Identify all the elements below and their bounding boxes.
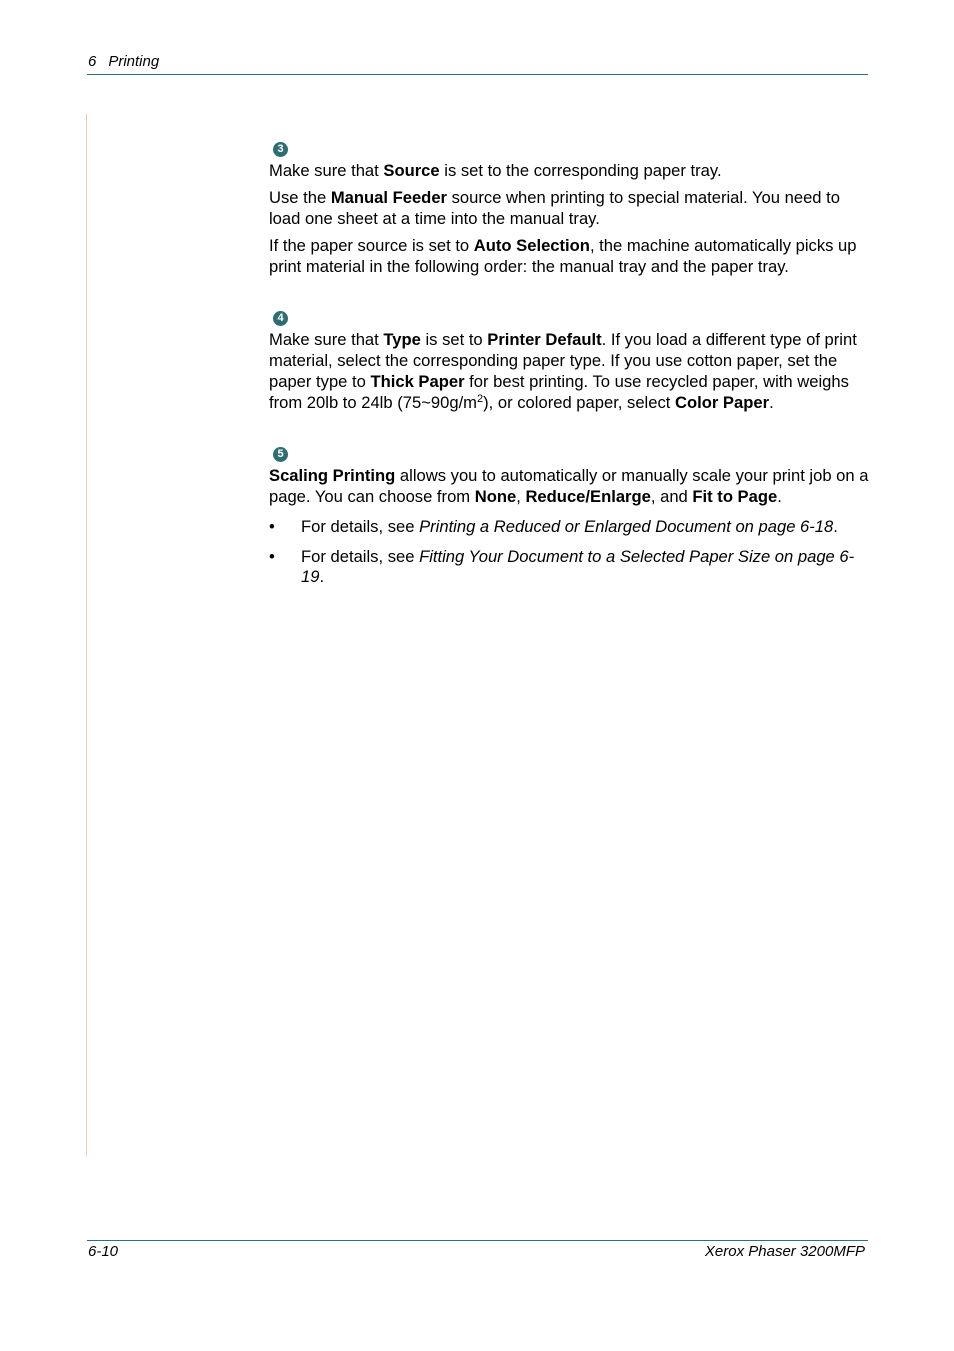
- chapter-title: Printing: [108, 53, 160, 70]
- cross-reference-link[interactable]: Fitting Your Document to a Selected Paper Size on page 6-19: [301, 547, 855, 586]
- step-3-badge-icon: 3: [273, 142, 288, 157]
- scaling-paragraph: Scaling Printing allows you to automatically or manually scale your print job on a page. You can choose from None, Reduce/Enlarge, and Fit to Page.: [269, 466, 869, 506]
- product-name: Xerox Phaser 3200MFP: [704, 1243, 865, 1260]
- main-content: [269, 136, 869, 615]
- chapter-number: 6: [88, 53, 97, 70]
- list-item: • For details, see Fitting Your Document to a Selected Paper Size on page 6-19.: [269, 547, 855, 586]
- step-5-section: [269, 441, 869, 587]
- step-5-badge-icon: 5: [273, 447, 288, 462]
- source-paragraph: Make sure that Source is set to the corresponding paper tray.: [269, 161, 722, 180]
- step-3-section: [269, 136, 869, 277]
- step-4-badge-icon: 4: [273, 311, 288, 326]
- details-list: [269, 517, 869, 587]
- type-paragraph: Make sure that Type is set to Printer Default. If you load a different type of print material, select the corresponding paper type. If you use cotton paper, set the paper type to Thick Paper for best printing. To use recycled paper, with weighs from 20lb to 24lb $(75\sim 90g/m^2)$, or colored paper, select Color Paper.: [269, 330, 857, 412]
- cross-reference-link[interactable]: Printing a Reduced or Enlarged Document on page 6-18: [419, 517, 834, 536]
- page-header: [88, 53, 159, 70]
- margin-bar: [86, 114, 87, 1156]
- footer-rule: [87, 1240, 868, 1241]
- manual-feeder-paragraph: Use the Manual Feeder source when printing to special material. You need to load one sheet at a time into the manual tray.: [269, 188, 840, 228]
- list-item: • For details, see Printing a Reduced or Enlarged Document on page 6-18.: [269, 517, 838, 536]
- page-number: 6-10: [88, 1243, 119, 1260]
- auto-selection-paragraph: If the paper source is set to Auto Selection, the machine automatically picks up print material in the following order: the manual tray and the paper tray.: [269, 236, 857, 276]
- header-rule: [87, 74, 868, 75]
- step-4-section: [269, 305, 869, 413]
